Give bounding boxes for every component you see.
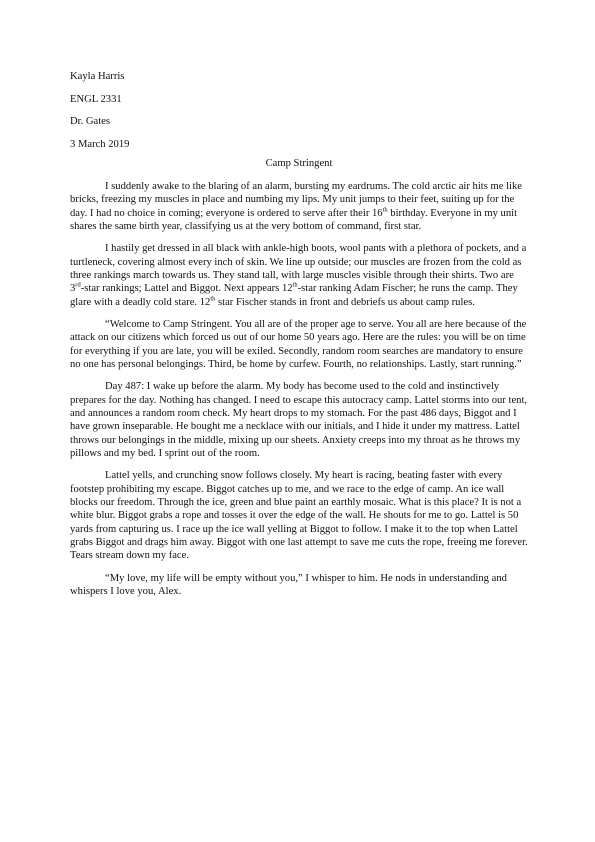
paragraph-3: “Welcome to Camp Stringent. You all are of the proper age to serve. You all are here because of the attack on our citizens which forced us out of our home 50 years ago. Here are the rules: you will be on time for everything if you are late, you will be exiled. Secondly, random room searches are mandatory to ensure no one has personal belongings. Third, be home by curfew. Fourth, no relationships. Lastly, start running.”: [70, 319, 527, 370]
ordinal-suffix: th: [292, 281, 298, 289]
paragraph-1-text-a: I suddenly awake to the blaring of an alarm, bursting my eardrums. The cold arctic air hits me like bricks, freezing my muscles in place and numbing my lips. My unit jumps to their feet, suiting up for the day. I had no choice in coming; everyone is ordered to serve after their 16: [70, 181, 522, 219]
paragraph-2-text-a: I hastily get dressed in all black with ankle-high boots, wool pants with a plethora of pockets, and a turtleneck, covering almost every inch of skin. We line up outside; our muscles are frozen from the cold as three rankings march towards us. They stand tall, with large muscles visible through their shirts. Two are 3: [70, 243, 527, 295]
paragraph-5: Lattel yells, and crunching snow follows closely. My heart is racing, beating faster with every footstep prohibiting my escape. Biggot catches up to me, and we race to the edge of camp. An ice wall blocks our freedom. Through the ice, green and blue paint an earthly mosaic. What is this place? It is not a white blur. Biggot grabs a rope and tosses it over the edge of the wall. He shouts for me to go. Lattel is 50 yards from capturing us. I race up the ice wall yelling at Biggot to follow. I make it to the top when Lattel grabs Biggot and drags him away. Biggot with one last attempt to save me cuts the rope, freeing me forever. Tears stream down my face.: [70, 470, 528, 562]
submission-date: 3 March 2019: [70, 138, 130, 150]
paragraph-2: [70, 242, 528, 308]
ordinal-suffix: th: [210, 295, 216, 303]
author-name: Kayla Harris: [70, 71, 125, 82]
paragraph-6: “My love, my life will be empty without you,” I whisper to him. He nods in understanding and whispers I love you, Alex.: [70, 572, 507, 597]
ordinal-suffix: th: [382, 206, 388, 214]
paragraph-1: [70, 180, 528, 233]
paragraph-2-text-b: -star rankings; Lattel and Biggot. Next appears 12: [80, 283, 293, 295]
paragraph-4: Day 487: I wake up before the alarm. My body has become used to the cold and instinctively prepares for the day. Nothing has changed. I need to escape this autocracy camp. Lattel storms into our tent, and announces a random room check. My heart drops to my stomach. For the past 486 days, Biggot and I have grown inseparable. He bought me a necklace with our initials, and I hide it under my mattress. Lattel throws our belongings in the middle, mixing up our sheets. Anxiety creeps into my throat as he throws my pillows and my bed. I sprint out of the room.: [70, 381, 528, 459]
paragraph-1-text-b: birthday. Everyone in my unit shares the same birth year, classifying us at the very bottom of command, first star.: [70, 207, 518, 232]
essay-body: [70, 180, 528, 607]
paragraph-2-text-d: star Fischer stands in front and debriefs us about camp rules.: [215, 296, 475, 308]
paragraph-2-text-c: -star ranking Adam Fischer; he runs the camp. They glare with a deadly cold stare. 12: [70, 283, 518, 308]
course-code: ENGL 2331: [70, 93, 122, 105]
instructor-name: Dr. Gates: [70, 116, 111, 127]
mla-header: [70, 70, 530, 160]
essay-title: Camp Stringent: [265, 158, 333, 169]
ordinal-suffix: rd: [75, 281, 81, 289]
